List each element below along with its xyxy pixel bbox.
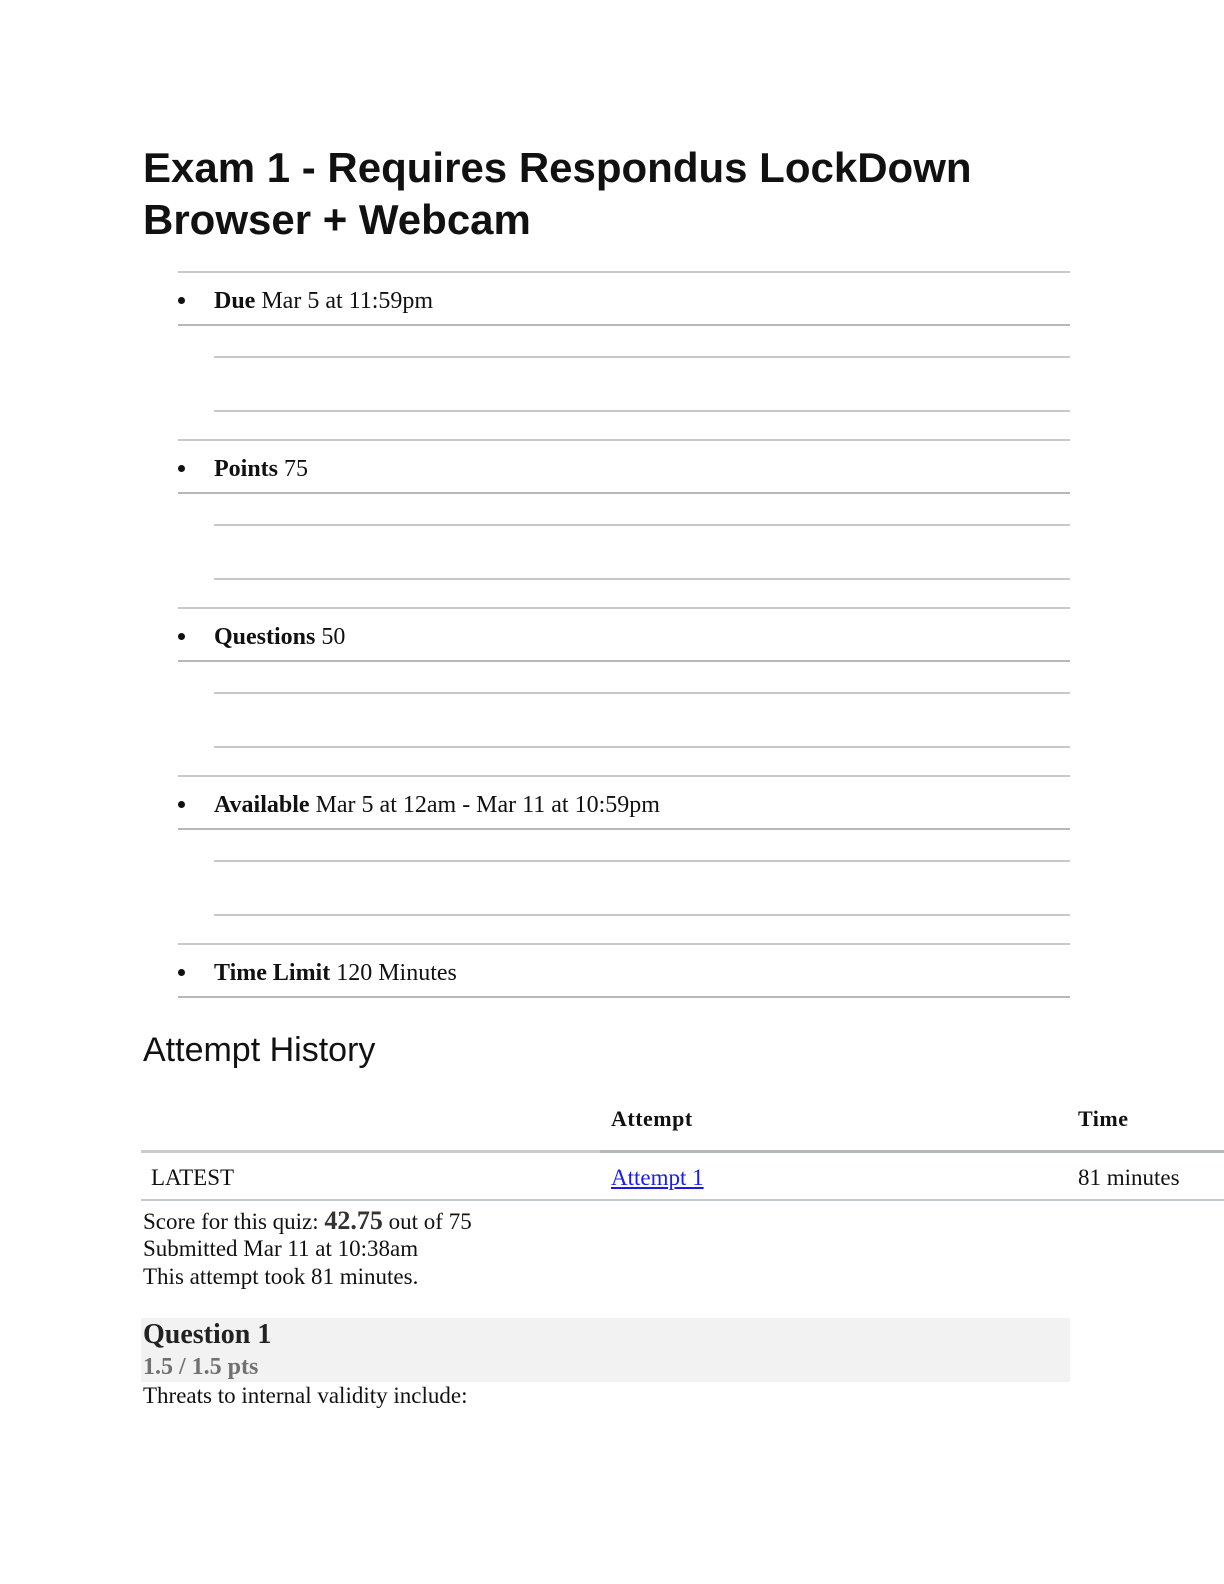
- detail-row: [178, 775, 1070, 830]
- bullet-icon: [178, 633, 185, 640]
- detail-row: [178, 607, 1070, 662]
- detail-row: [178, 439, 1070, 494]
- quiz-details-list: [178, 271, 1070, 1003]
- detail-due: [178, 271, 1070, 439]
- column-header-time: Time: [1078, 1106, 1129, 1131]
- bullet-icon: [178, 969, 185, 976]
- score-value: 42.75: [324, 1206, 383, 1235]
- detail-text: [214, 791, 660, 819]
- divider: [214, 524, 1070, 526]
- detail-label: Due: [214, 288, 256, 314]
- detail-time-limit: [178, 943, 1070, 1003]
- question-text: Threats to internal validity include:: [143, 1383, 468, 1408]
- attempt-time: 81 minutes: [1078, 1165, 1180, 1190]
- attempt-1-link[interactable]: Attempt 1: [611, 1165, 704, 1190]
- detail-label: Questions: [214, 624, 316, 650]
- score-line: [143, 1207, 472, 1235]
- detail-value: 120 Minutes: [336, 960, 457, 986]
- divider: [214, 914, 1070, 916]
- row-divider: [141, 1199, 1224, 1201]
- attempt-status-label: LATEST: [151, 1165, 235, 1190]
- divider: [214, 860, 1070, 862]
- divider: [214, 410, 1070, 412]
- divider: [214, 356, 1070, 358]
- detail-row: [178, 271, 1070, 326]
- detail-label: Time Limit: [214, 960, 331, 986]
- divider: [214, 578, 1070, 580]
- bullet-icon: [178, 801, 185, 808]
- detail-value: 50: [321, 624, 346, 650]
- attempt-history-heading: Attempt History: [143, 1031, 376, 1069]
- header-divider: [141, 1150, 600, 1153]
- score-summary: [143, 1207, 472, 1291]
- score-prefix: Score for this quiz:: [143, 1209, 319, 1234]
- detail-row: [178, 943, 1070, 998]
- detail-available: [178, 775, 1070, 943]
- detail-label: Points: [214, 456, 279, 482]
- divider: [214, 746, 1070, 748]
- detail-value: Mar 5 at 12am - Mar 11 at 10:59pm: [315, 792, 660, 818]
- duration-text: This attempt took 81 minutes.: [143, 1264, 419, 1289]
- detail-value: 75: [284, 456, 309, 482]
- detail-value: Mar 5 at 11:59pm: [261, 288, 434, 314]
- detail-text: [214, 287, 433, 315]
- detail-questions: [178, 607, 1070, 775]
- question-points: 1.5 / 1.5 pts: [143, 1354, 259, 1380]
- header-divider: [600, 1150, 1224, 1153]
- question-title: Question 1: [143, 1319, 272, 1350]
- detail-label: Available: [214, 792, 310, 818]
- detail-text: [214, 623, 345, 651]
- bullet-icon: [178, 297, 185, 304]
- question-header: [141, 1318, 1070, 1382]
- detail-text: [214, 959, 457, 987]
- score-suffix: out of 75: [388, 1209, 472, 1234]
- detail-points: [178, 439, 1070, 607]
- divider: [214, 692, 1070, 694]
- submitted-text: Submitted Mar 11 at 10:38am: [143, 1236, 419, 1261]
- detail-text: [214, 455, 308, 483]
- bullet-icon: [178, 465, 185, 472]
- column-header-attempt: Attempt: [611, 1106, 693, 1131]
- page-title: Exam 1 - Requires Respondus LockDown Browser + Webcam: [143, 144, 972, 243]
